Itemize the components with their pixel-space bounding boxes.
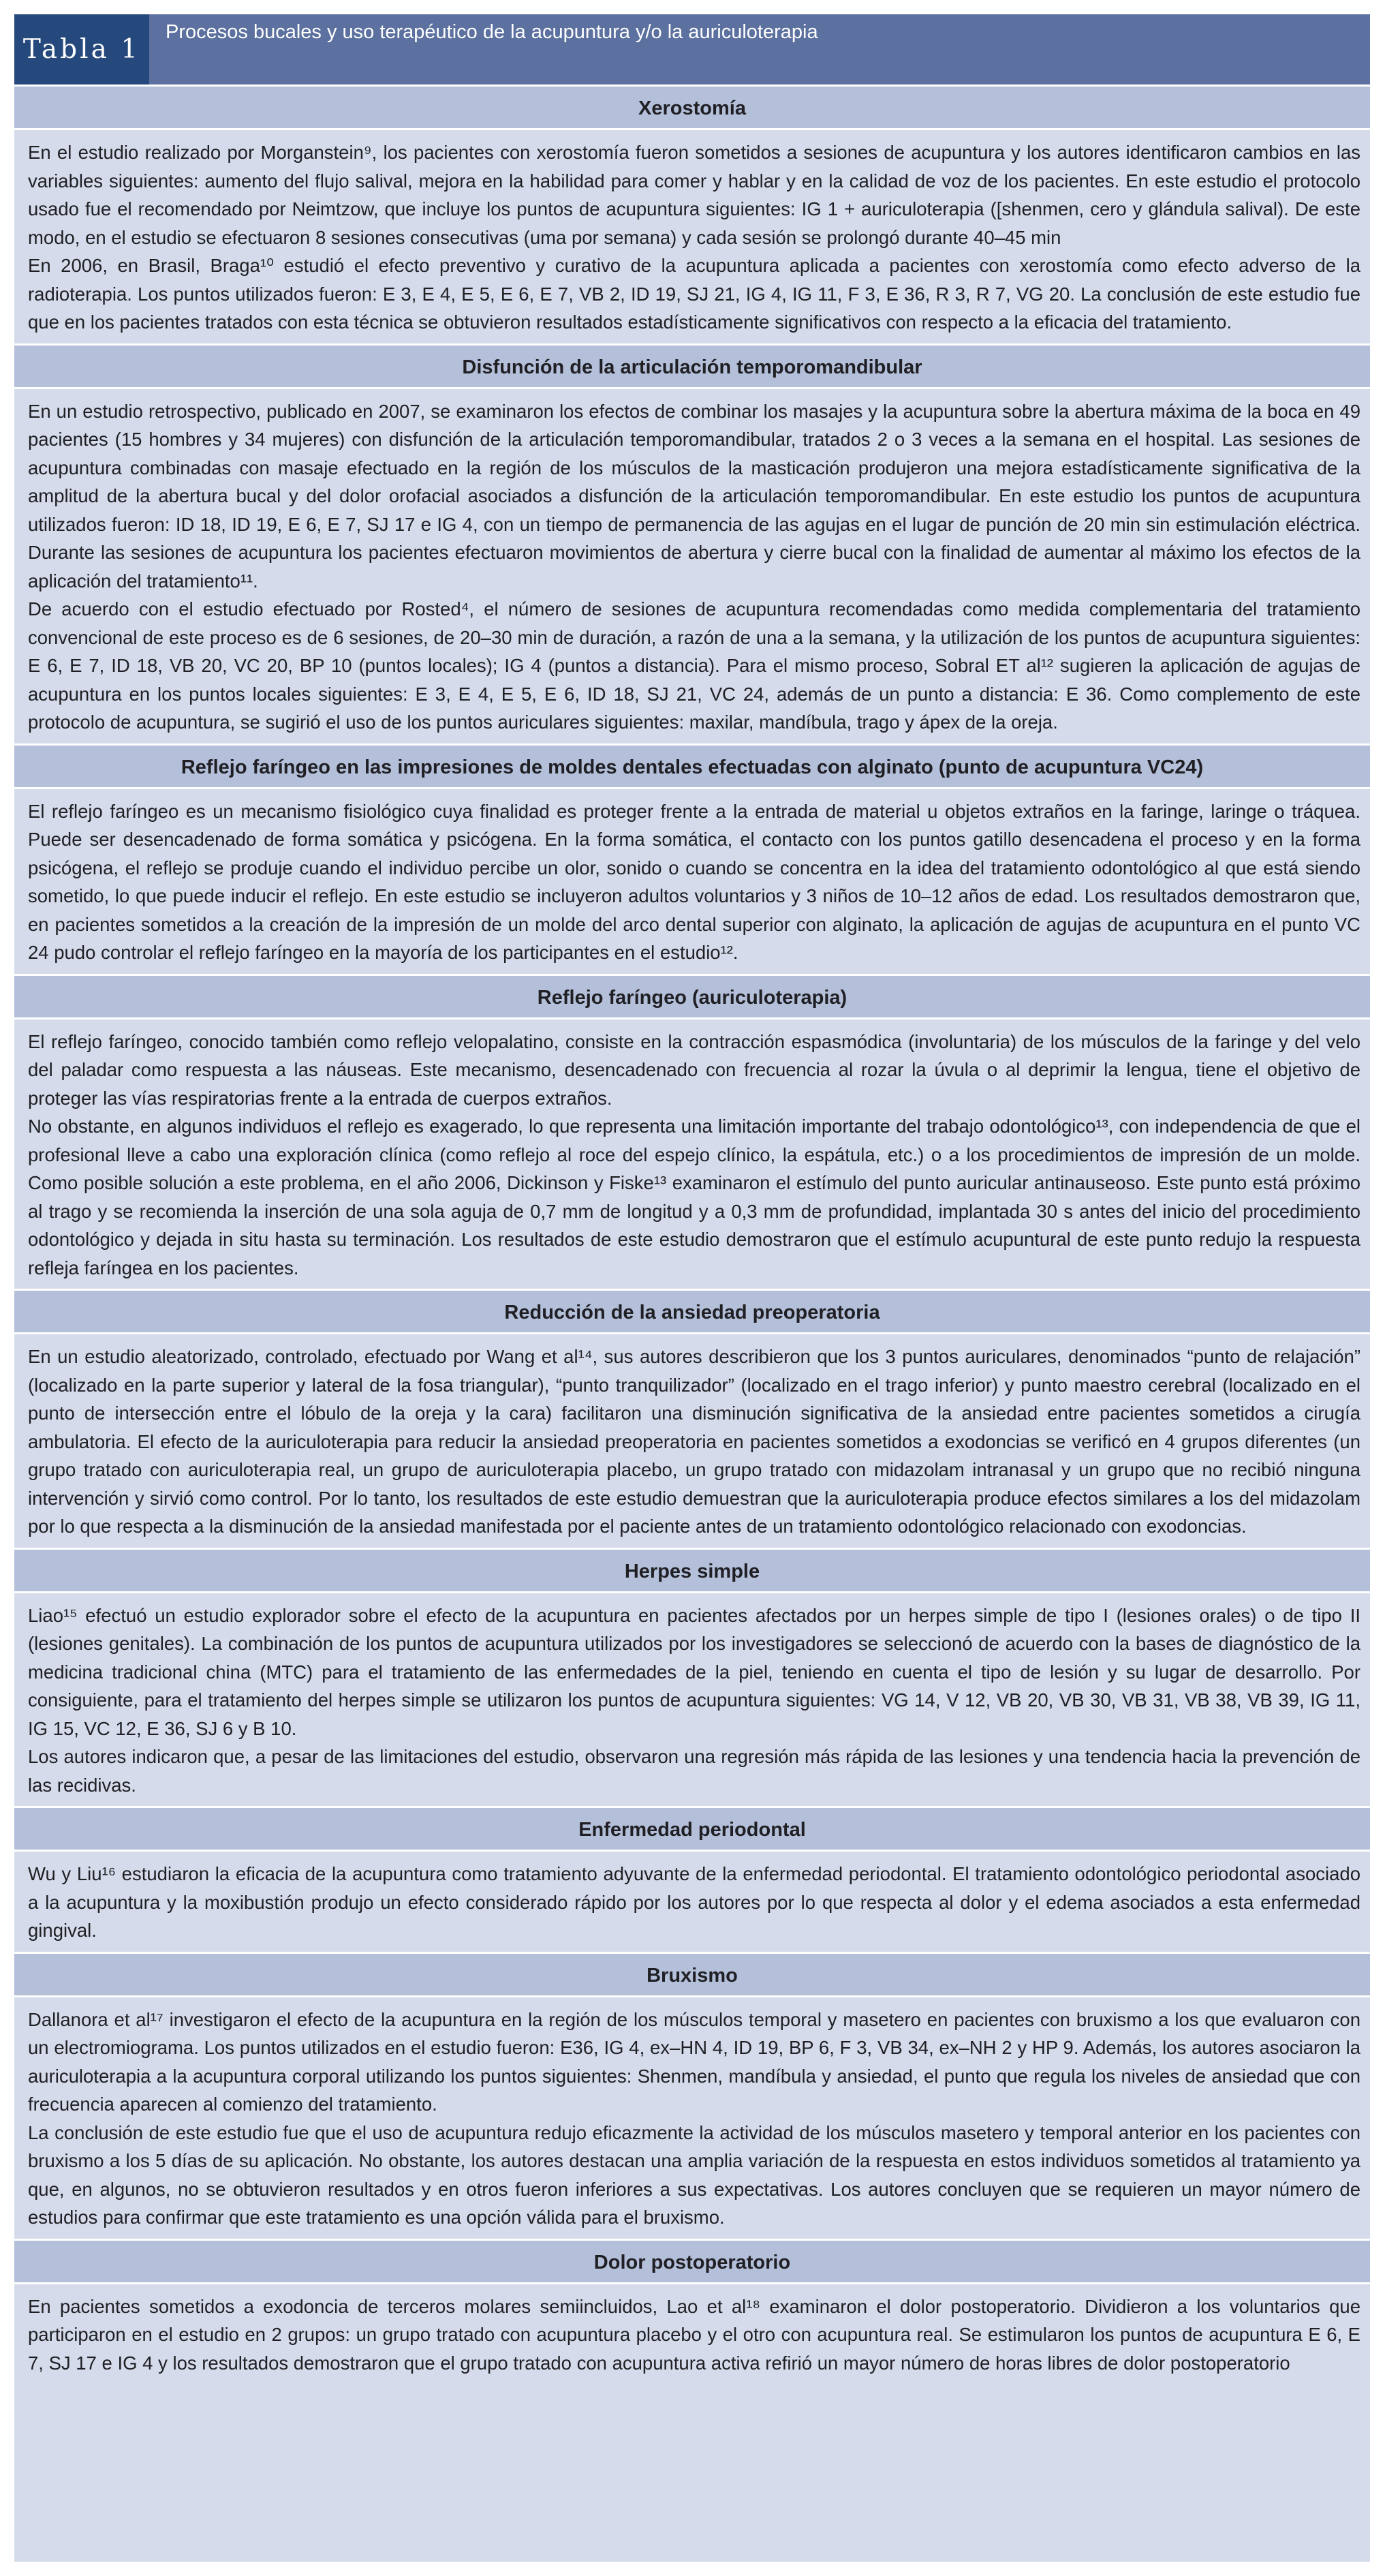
section-body (14, 1019, 1370, 1289)
section-title: Reducción de la ansiedad preoperatoria (14, 1289, 1370, 1334)
paragraph: Wu y Liu¹⁶ estudiaron la eficacia de la acupuntura como tratamiento adyuvante de la enfermedad periodontal. El tratamiento odontológico periodontal asociado a la acupuntura y la moxibustión produjo un efecto considerado rápido por los autores por lo que respecta al dolor y el edema asociados a esta enfermedad gingival. (28, 1863, 1360, 1941)
section-body (14, 389, 1370, 743)
table-number-label: Tabla 1 (14, 14, 149, 85)
section-herpes (14, 1548, 1370, 1807)
section-title: Reflejo faríngeo (auriculoterapia) (14, 974, 1370, 1019)
table-header (14, 14, 1370, 85)
paragraph: Los autores indicaron que, a pesar de las limitaciones del estudio, observaron una regresión más rápida de las lesiones y una tendencia hacia la prevención de las recidivas. (28, 1746, 1360, 1796)
section-body (14, 1852, 1370, 1952)
section-title: Bruxismo (14, 1952, 1370, 1997)
section-title: Dolor postoperatorio (14, 2239, 1370, 2284)
section-title: Reflejo faríngeo en las impresiones de moldes dentales efectuadas con alginato (punto de acupuntura VC24) (14, 743, 1370, 789)
table-title: Procesos bucales y uso terapéutico de la acupuntura y/o la auriculoterapia (166, 21, 818, 43)
section-temporomandibular (14, 343, 1370, 743)
section-ansiedad (14, 1289, 1370, 1548)
section-title: Herpes simple (14, 1548, 1370, 1593)
paragraph: La conclusión de este estudio fue que el uso de acupuntura redujo eficazmente la actividad de los músculos masetero y temporal anterior en los pacientes con bruxismo a los 5 días de su aplicación. No obstante, los autores destacan una amplia variación de la respuesta en estos individuos sometidos al tratamiento ya que, en algunos, no se obtuvieron resultados y en otros fueron inferiores a sus expectativas. Los autores concluyen que se requieren un mayor número de estudios para confirmar que este tratamiento es una opción válida para el bruxismo. (28, 2121, 1360, 2228)
paragraph: El reflejo faríngeo, conocido también como reflejo velopalatino, consiste en la contracción espasmódica (involuntaria) de los músculos de la faringe y del velo del paladar como respuesta a las náuseas. Este mecanismo, desencadenado con frecuencia al rozar la úvula o al deprimir la lengua, tiene el objetivo de proteger las vías respiratorias frente a la entrada de cuerpos extraños. (28, 1030, 1360, 1109)
paragraph: Dallanora et al¹⁷ investigaron el efecto de la acupuntura en la región de los músculos temporal y masetero en pacientes con bruxismo a los que evaluaron con un electromiograma. Los puntos utilizados en el estudio fueron: E36, IG 4, ex–HN 4, ID 19, BP 6, F 3, VB 34, ex–NH 2 y HP 9. Además, los autores asociaron la auriculoterapia a la acupuntura corporal utilizando los puntos siguientes: Shenmen, mandíbula y ansiedad, el punto que regula los niveles de ansiedad que con frecuencia aparecen al comienzo del tratamiento. (28, 2008, 1360, 2115)
paragraph: No obstante, en algunos individuos el reflejo es exagerado, lo que representa una limitación importante del trabajo odontológico¹³, con independencia de que el profesional lleve a cabo una exploración clínica (como reflejo al roce del espejo clínico, la espátula, etc.) o a los procedimientos de impresión de un molde. Como posible solución a este problema, en el año 2006, Dickinson y Fiske¹³ examinaron el estímulo del punto auricular antinauseoso. Este punto está próximo al trago y se recomienda la inserción de una sola aguja de 0,7 mm de longitud y a 0,3 mm de profundidad, implantada 30 s antes del inicio del procedimiento odontológico y dejada in situ hasta su terminación. Los resultados de este estudio demostraron que el estímulo acupuntural de este punto redujo la respuesta refleja faríngea en los pacientes. (28, 1116, 1360, 1278)
section-periodontal (14, 1806, 1370, 1952)
section-reflejo-alginato (14, 743, 1370, 974)
paragraph: En el estudio realizado por Morganstein⁹, los pacientes con xerostomía fueron sometidos a sesiones de acupuntura y los autores identificaron cambios en las variables siguientes: aumento del flujo salival, mejora en la habilidad para comer y hablar y en la calidad de voz de los pacientes. En este estudio el protocolo usado fue el recomendado por Neimtzow, que incluye los puntos de acupuntura siguientes: IG 1 + auriculoterapia ([shenmen, cero y glándula salival). De este modo, en el estudio se efectuaron 8 sesiones consecutivas (uma por semana) y cada sesión se prolongó durante 40–45 min (28, 142, 1360, 248)
section-body (14, 1997, 1370, 2239)
section-body (14, 1334, 1370, 1548)
section-title: Disfunción de la articulación temporomandibular (14, 343, 1370, 389)
section-reflejo-auriculoterapia (14, 974, 1370, 1289)
paragraph: En un estudio retrospectivo, publicado en 2007, se examinaron los efectos de combinar los masajes y la acupuntura sobre la abertura máxima de la boca en 49 pacientes (15 hombres y 34 mujeres) con disfunción de la articulación temporomandibular, tratados 2 o 3 veces a la semana en el hospital. Las sesiones de acupuntura combinadas con masaje efectuado en la región de los músculos de la masticación produjeron una mejora estadísticamente significativa de la amplitud de la abertura bucal y del dolor orofacial asociados a disfunción de la articulación temporomandibular. En este estudio los puntos de acupuntura utilizados fueron: ID 18, ID 19, E 6, E 7, SJ 17 e IG 4, con un tiempo de permanencia de las agujas en el lugar de punción de 20 min sin estimulación eléctrica. Durante las sesiones de acupuntura los pacientes efectuaron movimientos de abertura y cierre bucal con la finalidad de aumentar al máximo los efectos de la aplicación del tratamiento¹¹. (28, 400, 1360, 592)
paragraph: Liao¹⁵ efectuó un estudio explorador sobre el efecto de la acupuntura en pacientes afectados por un herpes simple de tipo I (lesiones orales) o de tipo II (lesiones genitales). La combinación de los puntos de acupuntura utilizados por los investigadores se seleccionó de acuerdo con la bases de diagnóstico de la medicina tradicional china (MTC) para el tratamiento de las enfermedades de la piel, teniendo en cuenta el tipo de lesión y su lugar de desarrollo. Por consiguiente, para el tratamiento del herpes simple se utilizaron los puntos de acupuntura siguientes: VG 14, V 12, VB 20, VB 30, VB 31, VB 38, VB 39, IG 11, IG 15, VC 12, E 36, SJ 6 y B 10. (28, 1604, 1360, 1739)
paragraph: En pacientes sometidos a exodoncia de terceros molares semiincluidos, Lao et al¹⁸ examinaron el dolor postoperatorio. Dividieron a los voluntarios que participaron en el estudio en 2 grupos: un grupo tratado con acupuntura placebo y el otro con acupuntura real. Se estimularon los puntos de acupuntura E 6, E 7, SJ 17 e IG 4 y los resultados demostraron que el grupo tratado con acupuntura activa refirió un mayor número de horas libres de dolor postoperatorio (28, 2295, 1360, 2374)
section-title: Enfermedad periodontal (14, 1806, 1370, 1852)
paragraph: En un estudio aleatorizado, controlado, efectuado por Wang et al¹⁴, sus autores describieron que los 3 puntos auriculares, denominados “punto de relajación” (localizado en la parte superior y lateral de la fosa triangular), “punto tranquilizador” (localizado en el trago inferior) y punto maestro cerebral (localizado en el punto de intersección entre el lóbulo de la oreja y la cara) facilitaron una disminución significativa de la ansiedad entre pacientes sometidos a cirugía ambulatoria. El efecto de la auriculoterapia para reducir la ansiedad preoperatoria en pacientes sometidos a exodoncias se verificó en 4 grupos diferentes (un grupo tratado con auriculoterapia real, un grupo de auriculoterapia placebo, un grupo tratado con midazolam intranasal y un grupo que no recibió ninguna intervención y sirvió como control. Por lo tanto, los resultados de este estudio demuestran que la auriculoterapia produce efectos similares a los del midazolam por lo que respecta a la disminución de la ansiedad manifestada por el paciente antes de un tratamiento odontológico relacionado con exodoncias. (28, 1346, 1360, 1537)
section-bruxismo (14, 1952, 1370, 2239)
paragraph: En 2006, en Brasil, Braga¹⁰ estudió el efecto preventivo y curativo de la acupuntura aplicada a pacientes con xerostomía como efecto adverso de la radioterapia. Los puntos utilizados fueron: E 3, E 4, E 5, E 6, E 7, VB 2, ID 19, SJ 21, IG 4, IG 11, F 3, E 36, R 3, R 7, VG 20. La conclusión de este estudio fue que en los pacientes tratados con esta técnica se obtuvieron resultados estadísticamente significativos con respecto a la eficacia del tratamiento. (28, 255, 1360, 333)
section-body (14, 130, 1370, 343)
section-xerostomia (14, 85, 1370, 343)
section-body (14, 2284, 1370, 2385)
section-title: Xerostomía (14, 85, 1370, 130)
paragraph: El reflejo faríngeo es un mecanismo fisiológico cuya finalidad es proteger frente a la entrada de material u objetos extraños en la faringe, laringe o tráquea. Puede ser desencadenado de forma somática y psicógena. En la forma somática, el contacto con los puntos gatillo desencadena el proceso y en la forma psicógena, el reflejo se produje cuando el individuo percibe un olor, sonido o cuando se concentra en la idea del tratamiento odontológico al que está siendo sometido, lo que puede inducir el reflejo. En este estudio se incluyeron adultos voluntarios y 3 niños de 10–12 años de edad. Los resultados demostraron que, en pacientes sometidos a la creación de la impresión de un molde del arco dental superior con alginato, la aplicación de agujas de acupuntura en el punto VC 24 pudo controlar el reflejo faríngeo en la mayoría de los participantes en el estudio¹². (28, 800, 1360, 963)
table-container (14, 14, 1370, 2562)
section-body (14, 789, 1370, 974)
paragraph: De acuerdo con el estudio efectuado por Rosted⁴, el número de sesiones de acupuntura recomendadas como medida complementaria del tratamiento convencional de este proceso es de 6 sesiones, de 20–30 min de duración, a razón de una a la semana, y la utilización de los puntos de acupuntura siguientes: E 6, E 7, ID 18, VB 20, VC 20, BP 10 (puntos locales); IG 4 (puntos a distancia). Para el mismo proceso, Sobral ET al¹² sugieren la aplicación de agujas de acupuntura en los puntos locales siguientes: E 3, E 4, E 5, E 6, ID 18, SJ 21, VC 24, además de un punto a distancia: E 36. Como complemento de este protocolo de acupuntura, se sugirió el uso de los puntos auriculares siguientes: maxilar, mandíbula, trago y ápex de la oreja. (28, 598, 1360, 733)
section-dolor-postoperatorio (14, 2239, 1370, 2385)
section-body (14, 1593, 1370, 1807)
